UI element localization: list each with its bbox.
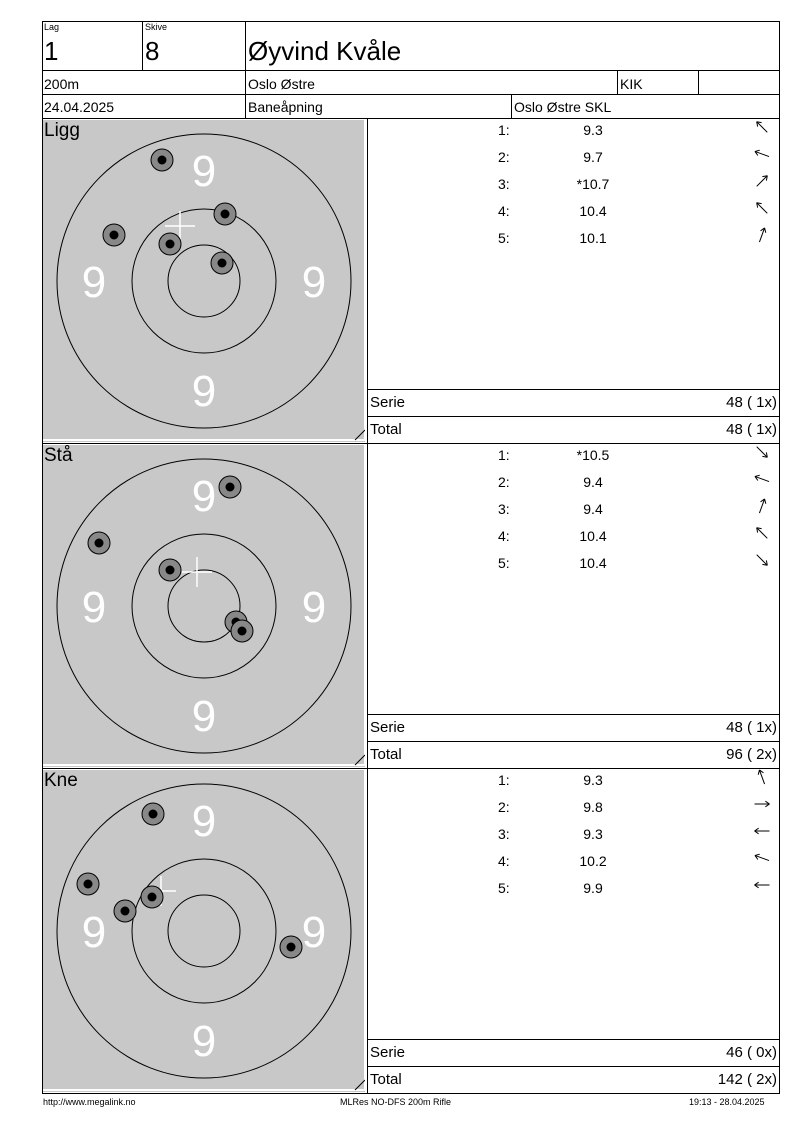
distance: 200m bbox=[44, 76, 80, 92]
club: Oslo Østre bbox=[248, 76, 315, 92]
shot-hole-center bbox=[121, 907, 130, 916]
shot-row: 2: 9.7 bbox=[368, 145, 779, 172]
ring-label-top: 9 bbox=[191, 147, 217, 196]
ring-label-bottom: 9 bbox=[191, 367, 217, 416]
shot-row: 1: *10.5 bbox=[368, 443, 779, 470]
ring-label-right: 9 bbox=[301, 908, 327, 957]
shot-row: 5: 10.4 bbox=[368, 551, 779, 578]
total-row: Total 142 ( 2x) bbox=[368, 1066, 779, 1093]
direction-arrow-icon bbox=[753, 226, 771, 244]
shot-hole-center bbox=[287, 943, 296, 952]
ring-label-left: 9 bbox=[81, 908, 107, 957]
shot-row: 2: 9.8 bbox=[368, 795, 779, 822]
total-row: Total 96 ( 2x) bbox=[368, 741, 779, 768]
date: 24.04.2025 bbox=[44, 99, 115, 115]
ring-label-left: 9 bbox=[81, 258, 107, 307]
direction-arrow-icon bbox=[753, 470, 771, 488]
shot-hole-center bbox=[95, 539, 104, 548]
direction-arrow-icon bbox=[753, 551, 771, 569]
serie-row: Serie 48 ( 1x) bbox=[368, 714, 779, 741]
target-kne bbox=[43, 770, 365, 1092]
direction-arrow-icon bbox=[753, 443, 771, 461]
header-row-3 bbox=[42, 94, 780, 119]
skive-label: Skive bbox=[145, 22, 168, 32]
section-title-ligg: Ligg bbox=[44, 120, 80, 141]
shot-hole-center bbox=[221, 210, 230, 219]
shot-row: 3: 9.3 bbox=[368, 822, 779, 849]
ring-label-bottom: 9 bbox=[191, 692, 217, 741]
ring-label-right: 9 bbox=[301, 583, 327, 632]
shot-row: 1: 9.3 bbox=[368, 118, 779, 145]
direction-arrow-icon bbox=[753, 849, 771, 867]
shot-row: 4: 10.2 bbox=[368, 849, 779, 876]
ring-label-left: 9 bbox=[81, 583, 107, 632]
lag-value: 1 bbox=[44, 36, 59, 66]
footer-url[interactable]: http://www.megalink.no bbox=[43, 1097, 136, 1107]
divider bbox=[142, 21, 143, 71]
shot-hole-center bbox=[218, 259, 227, 268]
shot-row: 2: 9.4 bbox=[368, 470, 779, 497]
shooter-name: Øyvind Kvåle bbox=[248, 36, 402, 66]
header-row-2 bbox=[42, 70, 780, 95]
lag-label: Lag bbox=[44, 22, 60, 32]
shot-hole-center bbox=[149, 810, 158, 819]
ring-label-bottom: 9 bbox=[191, 1017, 217, 1066]
divider bbox=[617, 70, 618, 95]
direction-arrow-icon bbox=[753, 822, 771, 840]
class-code: KIK bbox=[620, 76, 643, 92]
shot-hole-center bbox=[226, 483, 235, 492]
divider bbox=[698, 70, 699, 95]
shot-hole-center bbox=[158, 156, 167, 165]
target-ligg bbox=[43, 120, 365, 442]
direction-arrow-icon bbox=[753, 768, 771, 786]
divider bbox=[511, 94, 512, 119]
target-sta bbox=[43, 445, 365, 767]
shot-row: 4: 10.4 bbox=[368, 199, 779, 226]
direction-arrow-icon bbox=[753, 118, 771, 136]
serie-row: Serie 48 ( 1x) bbox=[368, 389, 779, 416]
direction-arrow-icon bbox=[753, 199, 771, 217]
direction-arrow-icon bbox=[753, 497, 771, 515]
direction-arrow-icon bbox=[753, 172, 771, 190]
direction-arrow-icon bbox=[753, 795, 771, 813]
shot-row: 3: 9.4 bbox=[368, 497, 779, 524]
shot-row: 5: 10.1 bbox=[368, 226, 779, 253]
section-title-sta: Stå bbox=[44, 445, 73, 466]
footer-timestamp: 19:13 - 28.04.2025 bbox=[689, 1097, 765, 1107]
direction-arrow-icon bbox=[753, 524, 771, 542]
section-title-kne: Kne bbox=[44, 770, 78, 791]
shot-hole-center bbox=[84, 880, 93, 889]
shot-row: 5: 9.9 bbox=[368, 876, 779, 903]
divider bbox=[367, 118, 368, 1094]
direction-arrow-icon bbox=[753, 145, 771, 163]
total-row: Total 48 ( 1x) bbox=[368, 416, 779, 443]
shot-hole-center bbox=[148, 893, 157, 902]
event: Baneåpning bbox=[248, 99, 323, 115]
skive-value: 8 bbox=[145, 36, 160, 66]
shot-hole-center bbox=[166, 566, 175, 575]
serie-row: Serie 46 ( 0x) bbox=[368, 1039, 779, 1066]
shot-hole-center bbox=[110, 231, 119, 240]
ring-label-right: 9 bbox=[301, 258, 327, 307]
footer-software: MLRes NO-DFS 200m Rifle bbox=[340, 1097, 452, 1107]
shot-hole-center bbox=[238, 627, 247, 636]
ring-label-top: 9 bbox=[191, 797, 217, 846]
shot-row: 3: *10.7 bbox=[368, 172, 779, 199]
ring-label-top: 9 bbox=[191, 472, 217, 521]
shot-row: 4: 10.4 bbox=[368, 524, 779, 551]
organizer: Oslo Østre SKL bbox=[514, 99, 612, 115]
direction-arrow-icon bbox=[753, 876, 771, 894]
shot-hole-center bbox=[166, 240, 175, 249]
shot-row: 1: 9.3 bbox=[368, 768, 779, 795]
